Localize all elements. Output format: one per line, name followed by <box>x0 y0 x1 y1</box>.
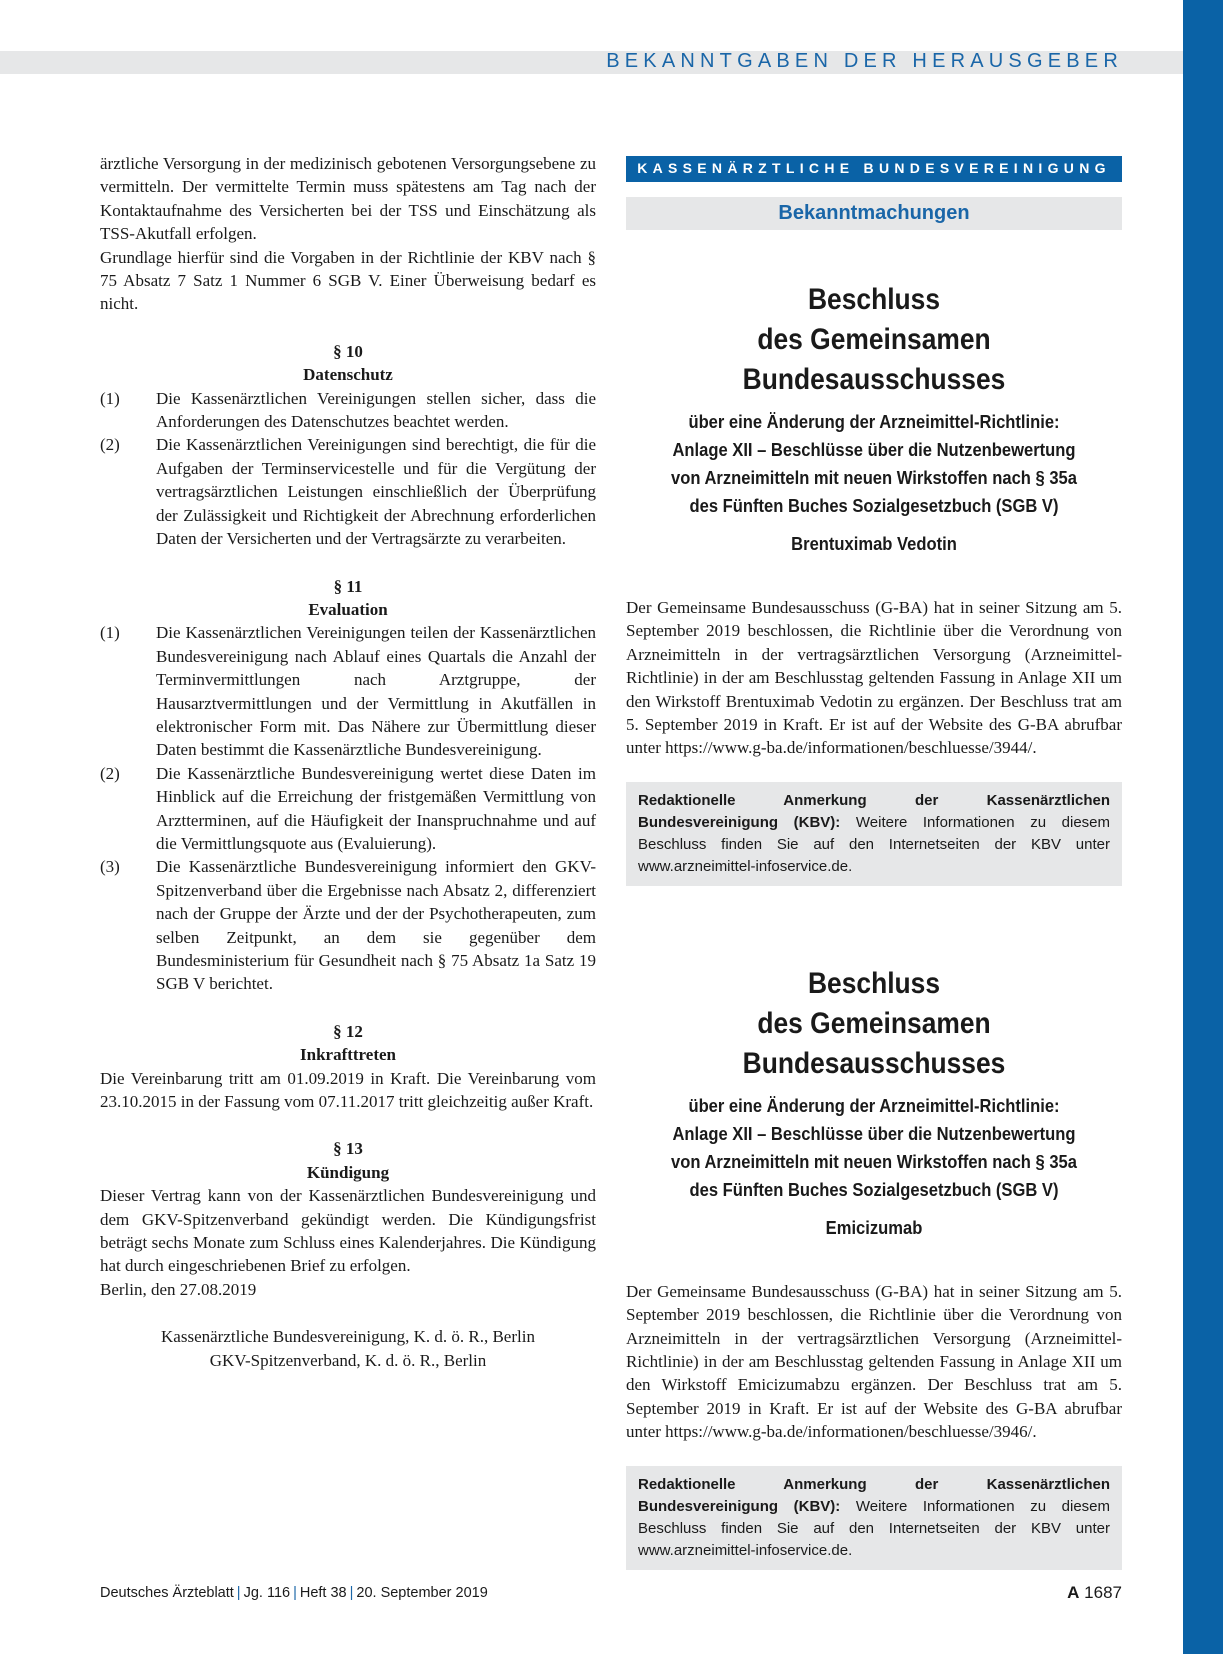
decision-2-heading <box>626 964 1122 1242</box>
decision-title-line2: des Gemeinsamen Bundesausschusses <box>742 323 1006 396</box>
editorial-note-2 <box>626 1466 1122 1570</box>
separator: | <box>293 1585 297 1601</box>
page-prefix: A <box>1067 1583 1080 1602</box>
decision-subtitle <box>646 1092 1102 1204</box>
decision-subtitle <box>646 408 1102 520</box>
separator: | <box>236 1585 241 1601</box>
list-item <box>100 387 596 434</box>
subtitle-line: Anlage XII – Beschlüsse über die Nutzenbewertung <box>672 1123 1076 1144</box>
item-text: Die Kassenärztliche Bundesvereinigung informiert den GKV-Spitzenverband über die Ergebnisse nach Absatz 2, differenziert nach der Gruppe der Ärzte und der der Psychotherapeuten, zum selben Zeitpunkt, an dem sie gegenüber dem Bundesministerium für Gesundheit nach § 75 Absatz 1a Satz 19 SGB V berichtet. <box>156 857 596 994</box>
section-title: Kündigung <box>306 1162 390 1182</box>
separator: | <box>349 1585 354 1601</box>
subtitle-line: Anlage XII – Beschlüsse über die Nutzenbewertung <box>672 440 1076 460</box>
decision-title-line1: Beschluss <box>807 966 941 1000</box>
item-number: (2) <box>100 435 120 455</box>
section-title: Inkrafttreten <box>300 1045 396 1065</box>
item-number: (3) <box>100 857 120 877</box>
signer-kbv: Kassenärztliche Bundesvereinigung, K. d. ö. R., Berlin <box>161 1327 535 1347</box>
item-number: (1) <box>100 623 120 643</box>
section-number: § 13 <box>333 1139 363 1159</box>
item-text: Die Kassenärztlichen Vereinigungen stellen sicher, dass die Anforderungen des Datenschutzes beachtet werden. <box>156 388 596 432</box>
section-number: § 10 <box>333 341 363 361</box>
category-bar: Bekanntmachungen <box>626 197 1122 230</box>
section-number: § 12 <box>333 1021 363 1041</box>
decision-title-line2: des Gemeinsamen Bundesausschusses <box>742 1006 1006 1080</box>
decision-1-heading <box>626 280 1122 558</box>
section-12-heading <box>100 1020 596 1067</box>
drug-name: Emicizumab <box>825 1217 923 1238</box>
item-text: Die Kassenärztlichen Vereinigungen sind berechtigt, die für die Aufgaben der Terminservicestelle und für die Vergütung der vertragsärztlichen Leistungen einschließlich der Überprüfung der Zulässigkeit und Richtigkeit der Abrechnung erforderlichen Daten der Versicherten und der Vertragsärzte zu verarbeiten. <box>156 435 596 549</box>
list-item <box>100 855 596 995</box>
editorial-note-1 <box>626 782 1122 886</box>
journal-name: Deutsches Ärzteblatt <box>100 1585 234 1601</box>
section-12-text: Die Vereinbarung tritt am 01.09.2019 in Kraft. Die Vereinbarung vom 23.10.2015 in der Fassung vom 07.11.2017 tritt gleichzeitig außer Kraft. <box>100 1068 596 1112</box>
subtitle-line: über eine Änderung der Arzneimittel-Richtlinie: <box>688 1095 1060 1116</box>
section-title: Evaluation <box>308 599 388 619</box>
subtitle-line: über eine Änderung der Arzneimittel-Richtlinie: <box>688 412 1060 432</box>
section-header-title: BEKANNTGABEN DER HERAUSGEBER <box>606 50 1123 72</box>
edge-stripe <box>1183 0 1223 1654</box>
drug-name: Brentuximab Vedotin <box>791 534 957 554</box>
left-column <box>100 152 596 1372</box>
decision-title-line1: Beschluss <box>807 283 941 316</box>
section-13-text: Dieser Vertrag kann von der Kassenärztlichen Bundesvereinigung und dem GKV-Spitzenverband gekündigt werden. Die Kündigungsfrist beträgt sechs Monate zum Schluss eines Kalenderjahres. Die Kündigung hat durch eingeschriebenen Brief zu erfolgen. <box>100 1186 596 1276</box>
right-column <box>626 156 1122 1570</box>
section-number: § 11 <box>333 576 363 596</box>
issue: Heft 38 <box>299 1585 347 1601</box>
page-number-value: 1687 <box>1084 1583 1122 1602</box>
note-label: Redaktionelle Anmerkung der Kassenärztlichen Bundesvereinigung (KBV): <box>638 791 1110 831</box>
list-item <box>100 621 596 761</box>
page-number <box>1067 1583 1122 1603</box>
item-number: (2) <box>100 763 120 783</box>
item-text: Die Kassenärztliche Bundesvereinigung wertet diese Daten im Hinblick auf die Erreichung der fristgemäßen Vermittlung von Arztterminen, auf die Häufigkeit der Inanspruchnahme und auf die Vermittlungsquote aus (Evaluierung). <box>156 763 596 853</box>
section-title: Datenschutz <box>303 365 393 385</box>
decision-1-body: Der Gemeinsame Bundesausschuss (G-BA) hat in seiner Sitzung am 5. September 2019 beschlossen, die Richtlinie über die Verordnung von Arzneimitteln in der vertragsärztlichen Versorgung (Arzneimittel-Richtlinie) in der am Beschlusstag geltenden Fassung in Anlage XII um den Wirkstoff Brentuximab Vedotin zu ergänzen. Der Beschluss trat am 5. September 2019 in Kraft. Er ist auf der Website des G-BA abrufbar unter https://www.g-ba.de/informationen/beschluesse/3944/. <box>626 598 1122 758</box>
intro-paragraph-1: ärztliche Versorgung in der medizinisch gebotenen Versorgungsebene zu vermitteln. Der vermittelte Termin muss spätestens am Tag nach der Kontaktaufnahme des Versicherten bei der TSS und Einschätzung als TSS-Akutfall erfolgen. <box>100 154 596 244</box>
issue-date: 20. September 2019 <box>356 1585 488 1601</box>
item-number: (1) <box>100 388 120 408</box>
intro-paragraph-2: Grundlage hierfür sind die Vorgaben in der Richtlinie der KBV nach § 75 Absatz 7 Satz 1 Nummer 6 SGB V. Einer Überweisung bedarf es nicht. <box>100 247 596 314</box>
list-item <box>100 433 596 550</box>
item-text: Die Kassenärztlichen Vereinigungen teilen der Kassenärztlichen Bundesvereinigung nach Ablauf eines Quartals die Anzahl der Terminvermittlungen nach Arztgruppe, der Hausarztvermittlungen und der Vermittlung in Akutfällen in elektronischer Form mit. Das Nähere zur Übermittlung dieser Daten bestimmt die Kassenärztliche Bundesvereinigung. <box>156 623 596 760</box>
note-text: Weitere Informationen zu diesem Beschluss finden Sie auf den Internetseiten der KBV unter www.arzneimittel-infoservice.de. <box>638 813 1111 875</box>
section-11-heading <box>100 575 596 622</box>
section-10-heading <box>100 340 596 387</box>
subtitle-line: von Arzneimitteln mit neuen Wirkstoffen nach § 35a <box>671 468 1077 488</box>
footer-citation <box>100 1585 488 1601</box>
list-item <box>100 762 596 856</box>
org-bar: KASSENÄRZTLICHE BUNDESVEREINIGUNG <box>626 156 1122 182</box>
section-13-heading <box>100 1137 596 1184</box>
place-date: Berlin, den 27.08.2019 <box>100 1279 257 1299</box>
note-label: Redaktionelle Anmerkung der Kassenärztlichen Bundesvereinigung (KBV): <box>638 1475 1110 1515</box>
note-text: Weitere Informationen zu diesem Beschluss finden Sie auf den Internetseiten der KBV unter www.arzneimittel-infoservice.de. <box>638 1497 1111 1559</box>
signatories <box>100 1325 596 1372</box>
signer-gkv: GKV-Spitzenverband, K. d. ö. R., Berlin <box>209 1350 487 1370</box>
decision-2-body: Der Gemeinsame Bundesausschuss (G-BA) hat in seiner Sitzung am 5. September 2019 beschlossen, die Richtlinie über die Verordnung von Arzneimitteln in der vertragsärztlichen Versorgung (Arzneimittel-Richtlinie) in der am Beschlusstag geltenden Fassung in Anlage XII um den Wirkstoff Emicizumabzu ergänzen. Der Beschluss trat am 5. September 2019 in Kraft. Er ist auf der Website des G-BA abrufbar unter https://www.g-ba.de/informationen/beschluesse/3946/. <box>626 1281 1122 1442</box>
subtitle-line: des Fünften Buches Sozialgesetzbuch (SGB V) <box>689 1179 1059 1200</box>
volume: Jg. 116 <box>243 1585 291 1601</box>
page-footer <box>100 1583 1122 1607</box>
subtitle-line: des Fünften Buches Sozialgesetzbuch (SGB V) <box>689 496 1059 516</box>
subtitle-line: von Arzneimitteln mit neuen Wirkstoffen nach § 35a <box>671 1151 1077 1172</box>
